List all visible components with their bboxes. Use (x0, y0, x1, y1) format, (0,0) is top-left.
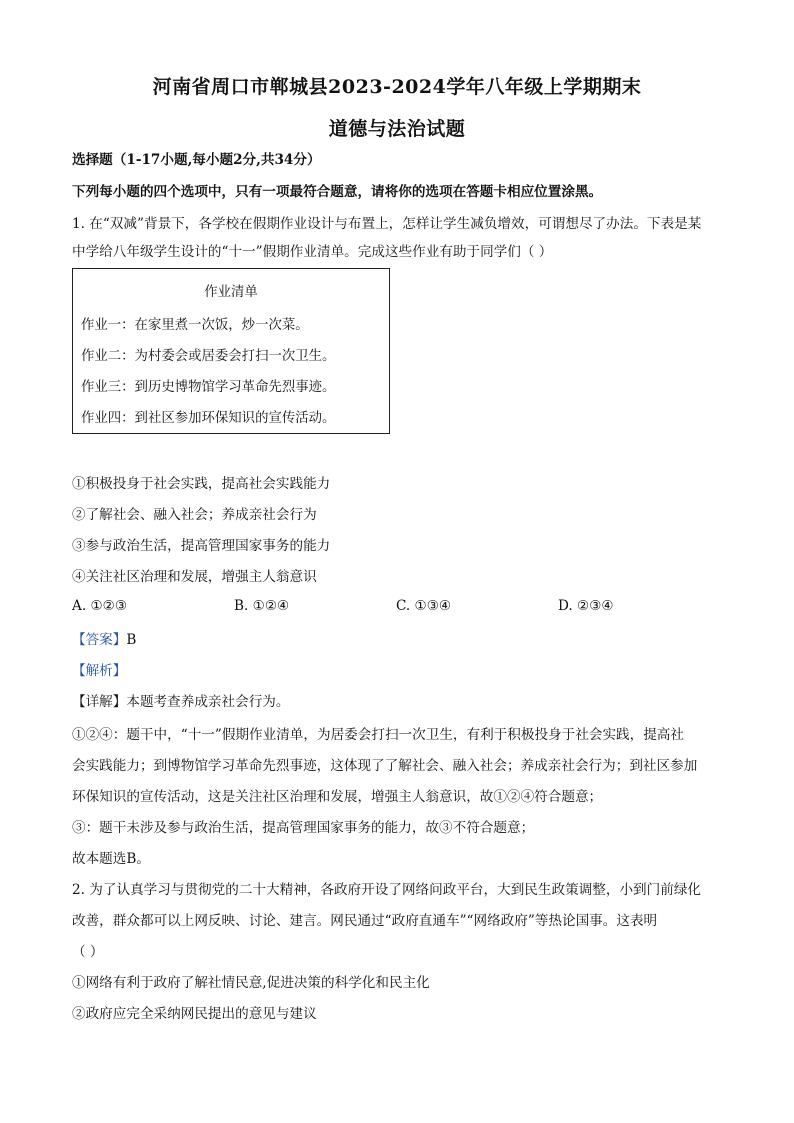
analysis-line (72, 661, 722, 681)
analysis-tag: 【解析】 (72, 663, 127, 679)
q2-statement: ②政府应完全采纳网民提出的意见与建议 (72, 1006, 317, 1022)
answer-tag: 【答案】 (72, 632, 127, 648)
answer-value: B (126, 632, 137, 648)
section-instruction: 下列每小题的四个选项中，只有一项最符合题意，请将你的选项在答题卡相应位置涂黑。 (72, 184, 603, 200)
section-heading: 选择题（1-17小题,每小题2分,共34分） (72, 152, 321, 168)
q1-statement: ①积极投身于社会实践，提高社会实践能力 (72, 476, 331, 492)
q1-stem-line1: 1. 在“双减”背景下，各学校在假期作业设计与布置上，怎样让学生减负增效，可谓想尽了办法。下表是某 (72, 216, 702, 232)
option-b: B. ①②④ (234, 598, 290, 614)
detail-tag: 【详解】 (72, 694, 127, 710)
option-d: D. ②③④ (558, 598, 614, 614)
homework-table (72, 268, 390, 434)
explanation-line: 环保知识的宣传活动，这是关注社区治理和发展，增强主人翁意识，故①②④符合题意； (72, 789, 603, 805)
homework-row: 作业二：为村委会或居委会打扫一次卫生。 (81, 349, 336, 364)
exam-title: 河南省周口市郸城县2023-2024学年八年级上学期期末 (152, 76, 642, 98)
exam-subtitle: 道德与法治试题 (328, 118, 466, 140)
detail-intro: 本题考查养成亲社会行为。 (126, 694, 290, 710)
q1-statement: ③参与政治生活，提高管理国家事务的能力 (72, 538, 331, 554)
option-c: C. ①③④ (396, 598, 452, 614)
q1-stem-line2: 中学给八年级学生设计的“十一”假期作业清单。完成这些作业有助于同学们（ ） (72, 244, 553, 260)
q2-stem-line3: （ ） (72, 944, 104, 960)
answer-line (72, 630, 722, 650)
homework-row: 作业四：到社区参加环保知识的宣传活动。 (81, 411, 336, 426)
detail-line (72, 692, 722, 712)
explanation-line: 会实践能力；到博物馆学习革命先烈事迹，这体现了了解社会、融入社会；养成亲社会行为；到社区参加 (72, 758, 698, 774)
homework-row: 作业三：到历史博物馆学习革命先烈事迹。 (81, 380, 336, 395)
q1-statement: ②了解社会、融入社会；养成亲社会行为 (72, 507, 317, 523)
q1-statement: ④关注社区治理和发展，增强主人翁意识 (72, 569, 317, 585)
explanation-line: ①②④：题干中，“十一”假期作业清单，为居委会打扫一次卫生，有利于积极投身于社会实践，提高社 (72, 727, 685, 743)
homework-row: 作业一：在家里煮一次饭，炒一次菜。 (81, 318, 309, 333)
q2-stem-line1: 2. 为了认真学习与贯彻党的二十大精神，各政府开设了网络问政平台，大到民生政策调整，小到门前绿化 (72, 882, 702, 898)
explanation-line: 故本题选B。 (72, 851, 150, 867)
q2-statement: ①网络有利于政府了解社情民意,促进决策的科学化和民主化 (72, 975, 430, 991)
q2-stem-line2: 改善，群众都可以上网反映、讨论、建言。网民通过“政府直通车”“网络政府”等热论国事。这表明 (72, 913, 658, 929)
explanation-line: ③：题干未涉及参与政治生活，提高管理国家事务的能力，故③不符合题意； (72, 820, 535, 836)
option-a: A. ①②③ (72, 598, 128, 614)
homework-table-title: 作业清单 (204, 285, 258, 300)
